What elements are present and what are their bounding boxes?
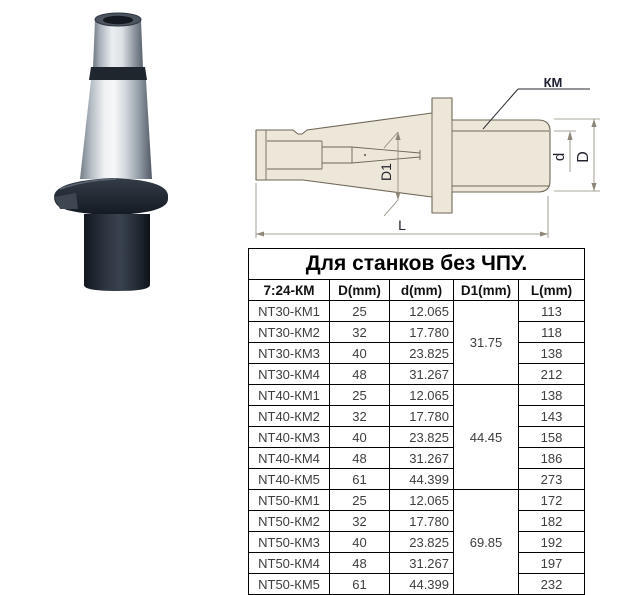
cell-D: 61 (330, 469, 390, 490)
product-photo (30, 4, 210, 296)
cell-L: 138 (519, 385, 585, 406)
cell-d: 31.267 (390, 448, 454, 469)
cell-D1-group-nt50: 69.85 (454, 490, 519, 595)
tool-holder-photo-svg (30, 4, 210, 296)
cell-d: 12.065 (390, 301, 454, 322)
cell-L: 143 (519, 406, 585, 427)
cell-d: 31.267 (390, 553, 454, 574)
cell-L: 192 (519, 532, 585, 553)
table-row (249, 532, 585, 553)
cell-L: 197 (519, 553, 585, 574)
cell-d: 23.825 (390, 532, 454, 553)
cell-model: NT40-КМ5 (249, 469, 330, 490)
table-row (249, 364, 585, 385)
cell-d: 44.399 (390, 469, 454, 490)
l-dimension-label: L (398, 217, 406, 233)
column-header-L: L(mm) (519, 280, 585, 301)
cell-L: 186 (519, 448, 585, 469)
table-row (249, 490, 585, 511)
cell-d: 17.780 (390, 322, 454, 343)
drawing-body-silhouette (256, 98, 550, 213)
cell-D: 40 (330, 427, 390, 448)
cell-d: 17.780 (390, 511, 454, 532)
cell-L: 113 (519, 301, 585, 322)
cell-model: NT30-КМ4 (249, 364, 330, 385)
cell-d: 44.399 (390, 574, 454, 595)
cell-D: 32 (330, 511, 390, 532)
cell-d: 12.065 (390, 385, 454, 406)
cell-L: 118 (519, 322, 585, 343)
cell-d: 31.267 (390, 364, 454, 385)
cell-d: 17.780 (390, 406, 454, 427)
drawing-centerline-dot (364, 154, 366, 156)
cell-model: NT30-КМ2 (249, 322, 330, 343)
cell-D: 61 (330, 574, 390, 595)
table-row (249, 469, 585, 490)
cell-L: 172 (519, 490, 585, 511)
column-header-D1: D1(mm) (454, 280, 519, 301)
table-row (249, 553, 585, 574)
column-header-d: d(mm) (390, 280, 454, 301)
table-header-row (249, 280, 585, 301)
cell-L: 212 (519, 364, 585, 385)
table-row (249, 427, 585, 448)
table-row (249, 385, 585, 406)
cell-model: NT50-КМ5 (249, 574, 330, 595)
cell-d: 23.825 (390, 427, 454, 448)
cell-D: 40 (330, 532, 390, 553)
cell-D: 25 (330, 490, 390, 511)
cell-model: NT40-КМ1 (249, 385, 330, 406)
photo-dark-band (89, 67, 147, 80)
cell-model: NT50-КМ1 (249, 490, 330, 511)
cell-model: NT40-КМ3 (249, 427, 330, 448)
cell-model: NT30-КМ3 (249, 343, 330, 364)
table-title-row (249, 249, 585, 280)
table-row (249, 511, 585, 532)
cell-D: 32 (330, 406, 390, 427)
cell-D: 48 (330, 364, 390, 385)
km-label: КМ (543, 75, 563, 90)
spec-table-container (248, 248, 585, 595)
table-row (249, 301, 585, 322)
cell-model: NT50-КМ2 (249, 511, 330, 532)
cell-model: NT50-КМ3 (249, 532, 330, 553)
cell-model: NT50-КМ4 (249, 553, 330, 574)
table-row (249, 574, 585, 595)
cell-D1-group-nt40: 44.45 (454, 385, 519, 490)
table-row (249, 322, 585, 343)
cell-D: 48 (330, 553, 390, 574)
photo-neck (93, 20, 143, 68)
cell-L: 138 (519, 343, 585, 364)
cell-model: NT30-КМ1 (249, 301, 330, 322)
table-row (249, 448, 585, 469)
technical-drawing-svg (245, 50, 641, 245)
cell-D: 25 (330, 301, 390, 322)
cell-D: 25 (330, 385, 390, 406)
table-title: Для станков без ЧПУ. (249, 249, 585, 280)
d1-dimension-label: D1 (378, 163, 394, 181)
cell-d: 23.825 (390, 343, 454, 364)
cell-L: 273 (519, 469, 585, 490)
photo-cone (80, 80, 152, 179)
table-row (249, 343, 585, 364)
cell-L: 182 (519, 511, 585, 532)
spec-table (248, 248, 585, 595)
photo-bottom-cylinder (84, 214, 150, 291)
photo-bore-hole (103, 16, 133, 24)
d-dimension-label: d (551, 152, 568, 162)
cell-L: 158 (519, 427, 585, 448)
cell-D: 40 (330, 343, 390, 364)
big-d-dimension-label: D (575, 151, 592, 163)
cell-model: NT40-КМ2 (249, 406, 330, 427)
cell-D: 48 (330, 448, 390, 469)
cell-D: 32 (330, 322, 390, 343)
cell-d: 12.065 (390, 490, 454, 511)
cell-L: 232 (519, 574, 585, 595)
column-header-model: 7:24-КМ (249, 280, 330, 301)
table-row (249, 406, 585, 427)
column-header-D: D(mm) (330, 280, 390, 301)
cell-D1-group-nt30: 31.75 (454, 301, 519, 385)
cell-model: NT40-КМ4 (249, 448, 330, 469)
technical-drawing (245, 50, 641, 245)
